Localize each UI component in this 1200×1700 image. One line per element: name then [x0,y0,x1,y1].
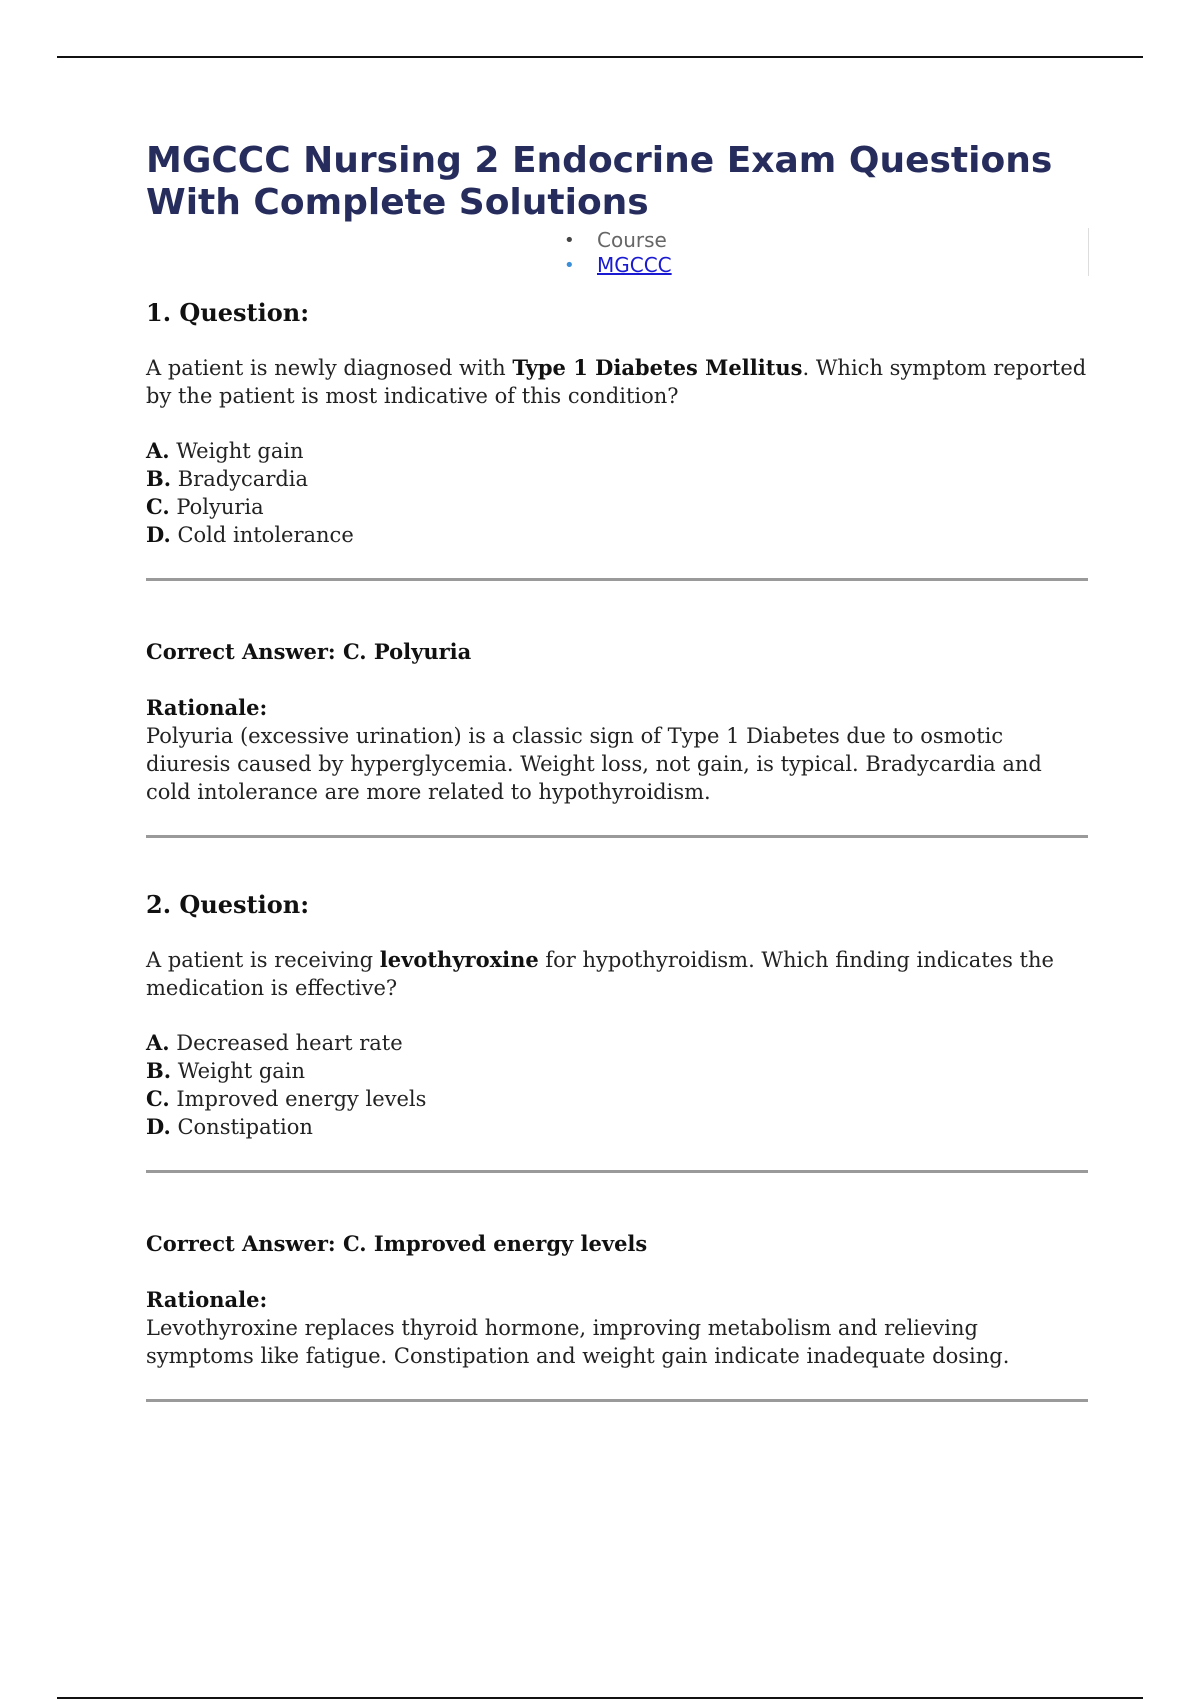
stem-text: for hypothyroidism. Which finding indicates the medication is effective? [146,948,1054,1000]
option-text: Cold intolerance [170,523,354,547]
section-divider [146,578,1088,581]
option-letter: A. [146,438,170,463]
document-meta [146,228,1088,284]
option-text: Constipation [170,1115,313,1139]
option-letter: B. [146,466,172,491]
option-text: Weight gain [169,439,304,463]
option-letter: A. [146,1030,170,1055]
page-top-rule [57,56,1143,58]
option-letter: B. [146,1058,172,1083]
question-heading: 1. Question: [146,298,310,327]
option-d [146,1113,1088,1141]
option-text: Improved energy levels [169,1087,427,1111]
meta-item-course [564,228,672,253]
section-divider [146,1170,1088,1173]
page-bottom-rule [57,1697,1143,1699]
stem-text: . Which symptom reported by the patient is most indicative of this condition? [146,356,1087,408]
stem-emphasis: levothyroxine [379,947,539,972]
bullet-icon: • [564,255,575,276]
option-letter: C. [146,1086,170,1111]
category-label: Course [597,228,667,252]
question-stem [146,946,1088,1002]
option-b [146,465,1088,493]
page-title: MGCCC Nursing 2 Endocrine Exam Questions With Complete Solutions [146,140,1053,223]
answer-options [146,437,1088,549]
option-c [146,1085,1088,1113]
question-heading: 2. Question: [146,890,310,919]
question-block-1 [146,298,1088,838]
rationale-text: Polyuria (excessive urination) is a classic sign of Type 1 Diabetes due to osmotic diuresis caused by hyperglycemia. Weight loss, not gain, is typical. Bradycardia and cold intolerance are more related to hypothyroidism. [146,724,1042,804]
meta-item-link[interactable] [564,253,672,278]
option-text: Weight gain [171,1059,306,1083]
option-c [146,493,1088,521]
option-b [146,1057,1088,1085]
meta-divider [1088,228,1089,276]
option-a [146,437,1088,465]
category-link[interactable]: MGCCC [597,253,672,277]
option-text: Bradycardia [171,467,309,491]
rationale-text: Levothyroxine replaces thyroid hormone, improving metabolism and relieving symptoms like fatigue. Constipation and weight gain indicate inadequate dosing. [146,1316,1010,1368]
option-letter: D. [146,1114,171,1139]
meta-list [564,228,672,278]
section-divider [146,1399,1088,1402]
correct-answer: Correct Answer: C. Polyuria [146,639,472,664]
option-letter: C. [146,494,170,519]
rationale-label: Rationale: [146,1287,268,1312]
bullet-icon: • [564,230,575,251]
option-text: Decreased heart rate [169,1031,403,1055]
stem-emphasis: Type 1 Diabetes Mellitus [512,355,803,380]
correct-answer: Correct Answer: C. Improved energy levels [146,1231,648,1256]
option-a [146,1029,1088,1057]
rationale-label: Rationale: [146,695,268,720]
option-text: Polyuria [169,495,264,519]
stem-text: A patient is newly diagnosed with [146,356,513,380]
section-divider [146,835,1088,838]
question-stem [146,354,1088,410]
question-block-2 [146,890,1088,1402]
answer-options [146,1029,1088,1141]
option-letter: D. [146,522,171,547]
option-d [146,521,1088,549]
document-body [146,140,1088,1402]
stem-text: A patient is receiving [146,948,380,972]
